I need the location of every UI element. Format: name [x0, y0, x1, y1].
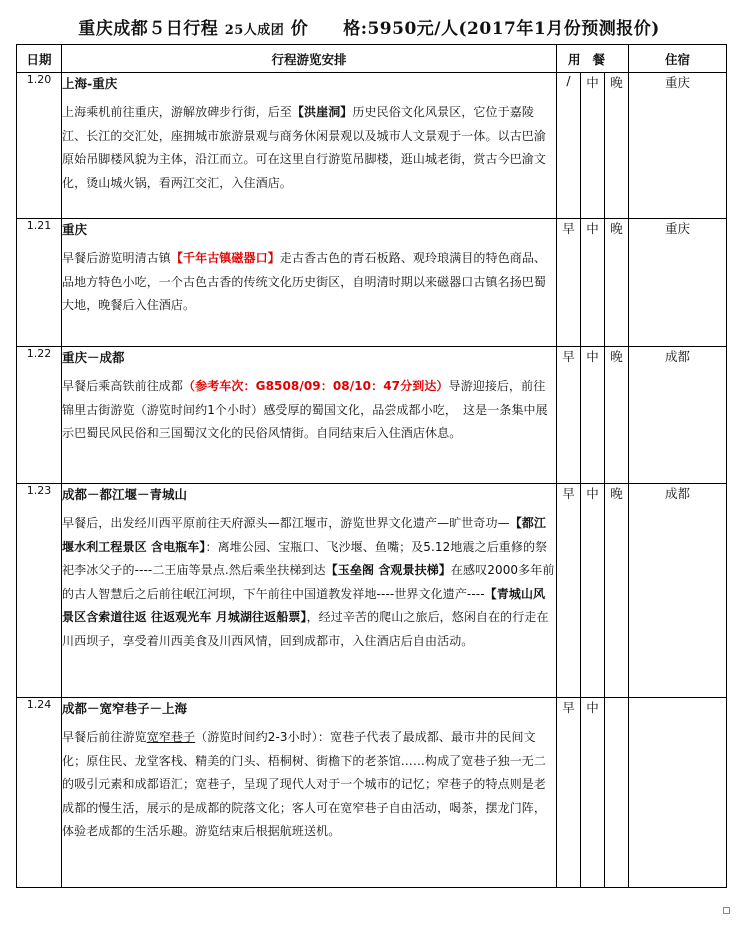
text-segment: 导游迎接后，前往锦里古街游览（游览时间约1个小时）感受厚的蜀国文化，品尝成都小吃， 这是一条集中展示巴蜀民风民俗和三国蜀汉文化的民俗风情街。自同结束后入住酒店休息。 — [62, 379, 548, 440]
meal-breakfast: 早 — [557, 698, 581, 888]
day-description — [62, 219, 557, 347]
day-text — [62, 512, 556, 653]
day-hotel: 成都 — [629, 347, 727, 484]
day-description — [62, 698, 557, 888]
text-segment: 走古香古色的青石板路、观玲琅满目的特色商品、品地方特色小吃，一个古色古香的传统文化历史街区，自明清时期以来磁器口古镇名扬巴蜀大地，晚餐后入住酒店。 — [62, 251, 547, 312]
day-row — [17, 73, 727, 219]
day-row — [17, 347, 727, 484]
day-date: 1.23 — [17, 484, 62, 698]
header-hotel: 住宿 — [629, 45, 727, 73]
meal-lunch: 中 — [581, 484, 605, 698]
text-segment: 历史民俗文化风景区，它位于嘉陵江、长江的交汇处，座拥城市旅游景观与商务休闲景观以及城市人文景观于一体。以古巴渝原始吊脚楼风貌为主体，沿江而立。可在这里自行游览吊脚楼，逛山城老街，赏古今巴渝文化，烫山城火锅，看两江交汇，入住酒店。 — [62, 105, 547, 190]
day-title: 重庆－成都 — [62, 350, 125, 365]
day-date: 1.24 — [17, 698, 62, 888]
highlight-bold: 【玉垒阁 含观景扶梯】 — [325, 563, 451, 577]
meal-breakfast: 早 — [557, 347, 581, 484]
title-price: 价 格:5950元/人(2017年1月份预测报价) — [290, 19, 660, 39]
title-group: 25人成团 — [224, 23, 285, 38]
text-segment: 早餐后游览明清古镇 — [62, 251, 171, 265]
day-date: 1.21 — [17, 219, 62, 347]
title-main: 重庆成都５日行程 — [78, 19, 219, 39]
day-row — [17, 484, 727, 698]
text-segment: 在感叹2000多年前的古人智慧后之后前往岷江河坝，下午前往中国道教发祥地----世界文化遗产---- — [62, 563, 555, 601]
highlight-bold: 【洪崖洞】 — [291, 105, 353, 119]
day-title: 上海-重庆 — [62, 76, 118, 91]
meal-dinner: 晚 — [605, 73, 629, 219]
highlight-red: 【千年古镇磁器口】 — [170, 251, 280, 265]
text-segment: ，经过辛苦的爬山之旅后，悠闲自在的行走在川西坝子，享受着川西美食及川西风情，回到成都市，入住酒店后自由活动。 — [62, 610, 549, 648]
text-segment: ：离堆公园、宝瓶口、飞沙堰、鱼嘴；及5.12地震之后重修的祭祀李冰父子的----二王庙等景点.然后乘坐扶梯到达 — [62, 539, 548, 577]
meal-lunch: 中 — [581, 73, 605, 219]
meal-dinner: 晚 — [605, 219, 629, 347]
meal-lunch: 中 — [581, 219, 605, 347]
highlight-bold: 【都江堰水利工程景区 含电瓶车】 — [62, 516, 547, 554]
meal-breakfast: 早 — [557, 484, 581, 698]
highlight-bold: 【青城山风景区含索道往返 往返观光车 月城湖往返船票】 — [62, 586, 546, 624]
day-title: 重庆 — [62, 222, 88, 237]
underlined-text: 宽窄巷子 — [146, 730, 196, 744]
day-description — [62, 73, 557, 219]
text-segment: 上海乘机前往重庆，游解放碑步行街，后至 — [62, 105, 292, 119]
text-segment: （游览时间约2-3小时）：宽巷子代表了最成都、最市井的民间文化；原住民、龙堂客栈、精美的门头、梧桐树、街檐下的老茶馆……构成了宽巷子独一无二的吸引元素和成都语汇；宽巷子，呈现了现代人对于一个城市的记忆；窄巷子的特点则是老成都的慢生活，展示的是成都的院落文化；客人可在宽窄巷子自由活动，喝茶，摆龙门阵，体验老成都的生活乐趣。游览结束后根据航班送机。 — [62, 730, 547, 838]
day-hotel: 重庆 — [629, 73, 727, 219]
highlight-red: （参考车次：G8508/09：08/10：47分到达） — [183, 379, 449, 393]
day-description — [62, 347, 557, 484]
text-segment: 早餐后乘高铁前往成都 — [62, 379, 184, 393]
day-hotel — [629, 698, 727, 888]
day-date: 1.20 — [17, 73, 62, 219]
meal-lunch: 中 — [581, 698, 605, 888]
meal-dinner: 晚 — [605, 484, 629, 698]
header-meals: 用餐 — [557, 45, 629, 73]
day-text — [62, 247, 556, 318]
itinerary-table — [16, 44, 727, 888]
day-title: 成都－宽窄巷子－上海 — [62, 701, 188, 716]
day-hotel: 成都 — [629, 484, 727, 698]
day-hotel: 重庆 — [629, 219, 727, 347]
day-text — [62, 375, 556, 446]
table-resize-handle — [723, 907, 730, 914]
meal-breakfast: / — [557, 73, 581, 219]
page-title — [0, 14, 738, 39]
day-text — [62, 726, 556, 844]
text-segment: 早餐后，出发经川西平原前往天府源头—都江堰市，游览世界文化遗产—旷世奇功— — [62, 516, 510, 530]
day-title: 成都－都江堰－青城山 — [62, 487, 188, 502]
day-date: 1.22 — [17, 347, 62, 484]
text-segment: 早餐后前往游览 — [62, 730, 147, 744]
header-date: 日期 — [17, 45, 62, 73]
day-text — [62, 101, 556, 195]
meal-dinner: 晚 — [605, 347, 629, 484]
day-row — [17, 219, 727, 347]
day-description — [62, 484, 557, 698]
day-row — [17, 698, 727, 888]
header-row — [17, 45, 727, 73]
header-itinerary: 行程游览安排 — [62, 45, 557, 73]
meal-dinner — [605, 698, 629, 888]
meal-lunch: 中 — [581, 347, 605, 484]
meal-breakfast: 早 — [557, 219, 581, 347]
